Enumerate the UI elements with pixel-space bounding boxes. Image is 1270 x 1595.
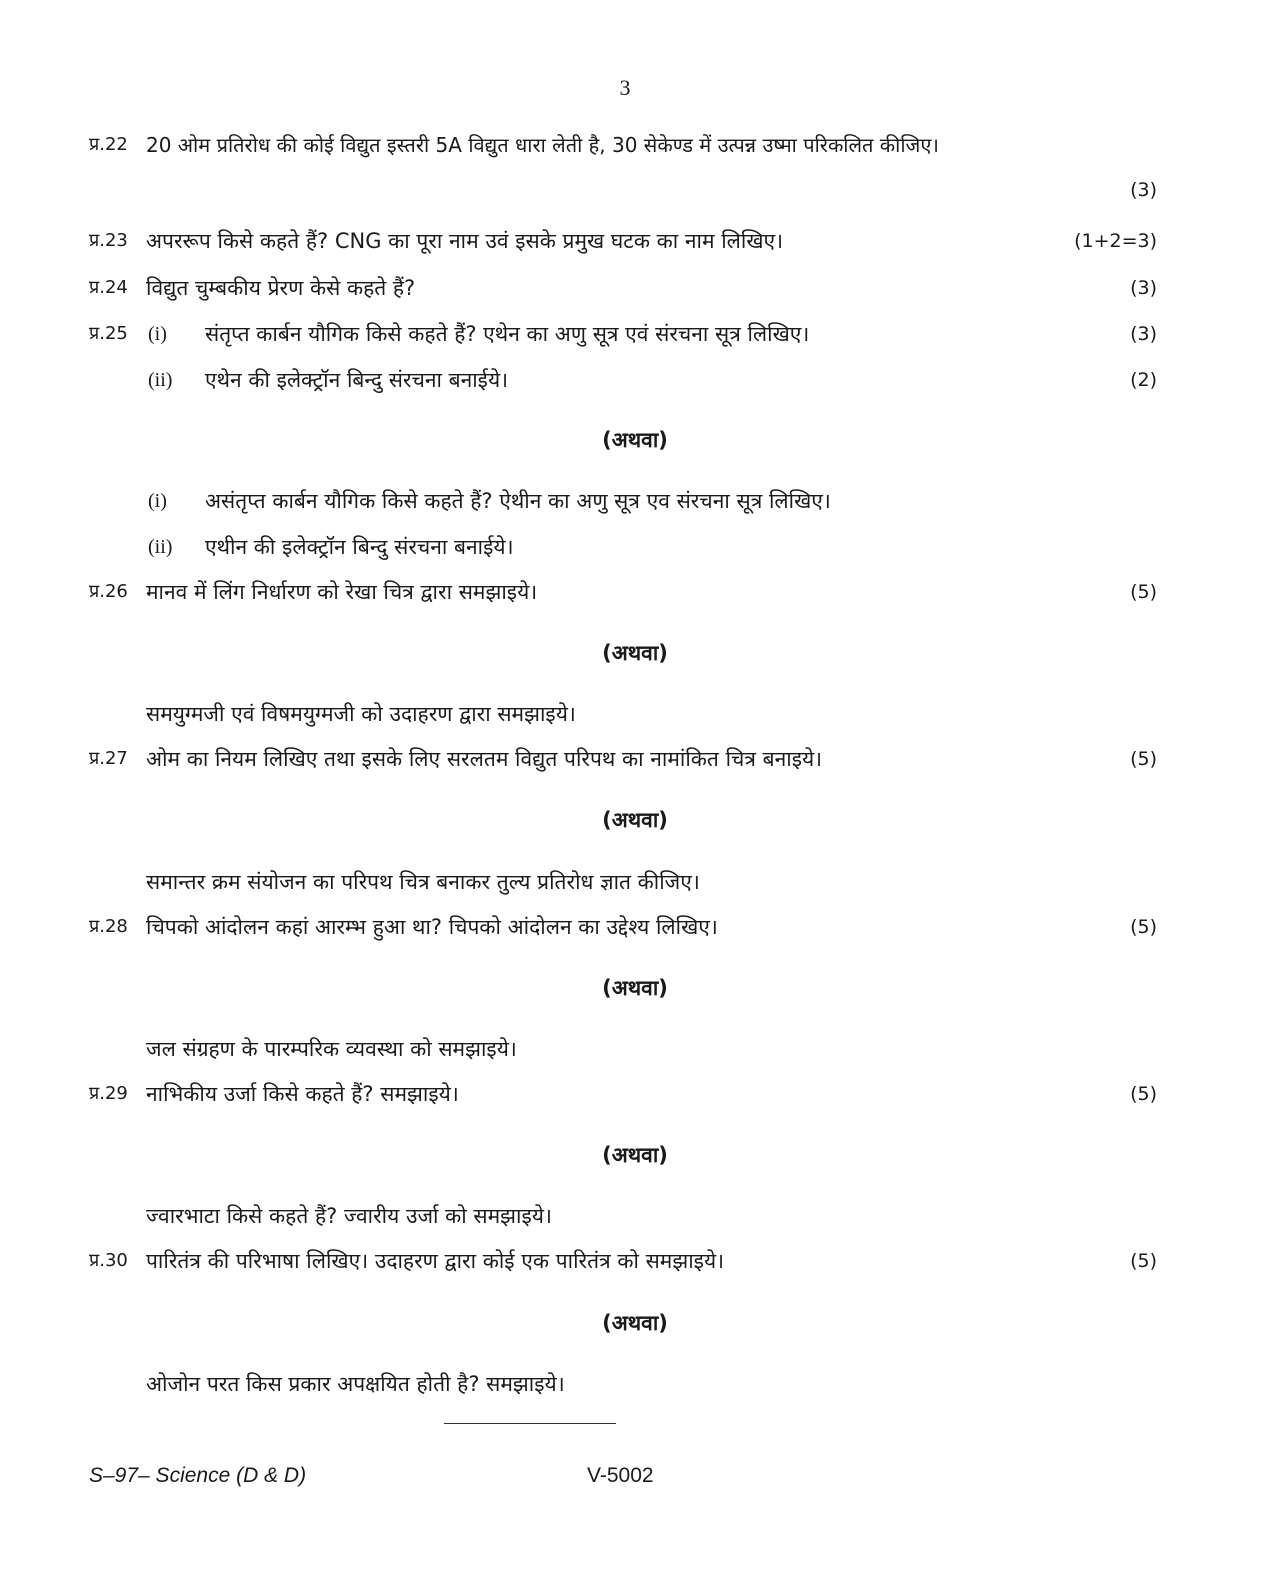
question-number-26: प्र.26 bbox=[89, 581, 128, 602]
question-text-26: मानव में लिंग निर्धारण को रेखा चित्र द्वारा समझाइये। bbox=[146, 580, 538, 604]
question-number-22: प्र.22 bbox=[89, 134, 128, 155]
or-heading: (अथवा) bbox=[602, 808, 668, 832]
subpart-text: एथीन की इलेक्ट्रॉन बिन्दु संरचना बनाईये। bbox=[205, 535, 514, 559]
footer-subject: S–97– Science (D & D) bbox=[89, 1464, 307, 1487]
question-text-24: विद्युत चुम्बकीय प्रेरण केसे कहते हैं? bbox=[146, 276, 416, 300]
subpart-label: (i) bbox=[148, 490, 167, 512]
subpart-text: असंतृप्त कार्बन यौगिक किसे कहते हैं? ऐथीन का अणु सूत्र एव संरचना सूत्र लिखिए। bbox=[205, 489, 831, 513]
question-number-25: प्र.25 bbox=[89, 323, 128, 344]
question-or-text-29: ज्वारभाटा किसे कहते हैं? ज्वारीय उर्जा को समझाइये। bbox=[146, 1204, 552, 1228]
question-number-27: प्र.27 bbox=[89, 748, 128, 769]
question-text-23: अपररूप किसे कहते हैं? CNG का पूरा नाम उवं इसके प्रमुख घटक का नाम लिखिए। bbox=[146, 229, 784, 253]
question-marks-30: (5) bbox=[1130, 1250, 1157, 1272]
or-heading: (अथवा) bbox=[602, 1311, 668, 1335]
question-number-24: प्र.24 bbox=[89, 277, 128, 298]
subpart-text: एथेन की इलेक्ट्रॉन बिन्दु संरचना बनाईये। bbox=[205, 368, 509, 392]
or-heading: (अथवा) bbox=[602, 641, 668, 665]
subpart-marks: (2) bbox=[1130, 369, 1157, 391]
question-text-28: चिपको आंदोलन कहां आरम्भ हुआ था? चिपको आंदोलन का उद्देश्य लिखिए। bbox=[146, 915, 718, 939]
question-marks-27: (5) bbox=[1130, 748, 1157, 770]
page-number: 3 bbox=[619, 75, 631, 100]
or-heading: (अथवा) bbox=[602, 976, 668, 1000]
question-text-29: नाभिकीय उर्जा किसे कहते हैं? समझाइये। bbox=[146, 1082, 459, 1106]
subpart-label: (ii) bbox=[148, 369, 173, 391]
subpart-marks: (3) bbox=[1130, 323, 1157, 345]
question-marks-28: (5) bbox=[1130, 916, 1157, 938]
footer-code: V-5002 bbox=[587, 1464, 654, 1487]
subpart-text: संतृप्त कार्बन यौगिक किसे कहते हैं? एथेन का अणु सूत्र एवं संरचना सूत्र लिखिए। bbox=[205, 322, 810, 346]
question-or-text-27: समान्तर क्रम संयोजन का परिपथ चित्र बनाकर तुल्य प्रतिरोध ज्ञात कीजिए। bbox=[146, 870, 700, 894]
question-number-30: प्र.30 bbox=[89, 1250, 128, 1271]
question-text-27: ओम का नियम लिखिए तथा इसके लिए सरलतम विद्युत परिपथ का नामांकित चित्र बनाइये। bbox=[146, 747, 823, 771]
question-or-text-30: ओजोन परत किस प्रकार अपक्षयित होती है? समझाइये। bbox=[146, 1372, 565, 1396]
question-marks-23: (1+2=3) bbox=[1074, 230, 1157, 252]
question-marks-26: (5) bbox=[1130, 581, 1157, 603]
or-heading: (अथवा) bbox=[602, 1143, 668, 1167]
question-text-22: 20 ओम प्रतिरोध की कोई विद्युत इस्तरी 5A विद्युत धारा लेती है, 30 सेकेण्ड में उत्पन्न उष्मा परिकलित कीजिए। bbox=[146, 133, 939, 157]
end-rule bbox=[444, 1423, 616, 1424]
question-or-text-26: समयुग्मजी एवं विषमयुग्मजी को उदाहरण द्वारा समझाइये। bbox=[146, 702, 576, 726]
question-marks-24: (3) bbox=[1130, 277, 1157, 299]
or-heading: (अथवा) bbox=[602, 428, 668, 452]
question-text-30: पारितंत्र की परिभाषा लिखिए। उदाहरण द्वारा कोई एक पारितंत्र को समझाइये। bbox=[146, 1249, 725, 1273]
question-number-28: प्र.28 bbox=[89, 916, 128, 937]
question-marks-29: (5) bbox=[1130, 1083, 1157, 1105]
subpart-label: (ii) bbox=[148, 536, 173, 558]
question-or-text-28: जल संग्रहण के पारम्परिक व्यवस्था को समझाइये। bbox=[146, 1037, 517, 1061]
subpart-label: (i) bbox=[148, 323, 167, 345]
question-marks-22: (3) bbox=[1130, 179, 1157, 201]
question-number-23: प्र.23 bbox=[89, 230, 128, 251]
question-number-29: प्र.29 bbox=[89, 1083, 128, 1104]
